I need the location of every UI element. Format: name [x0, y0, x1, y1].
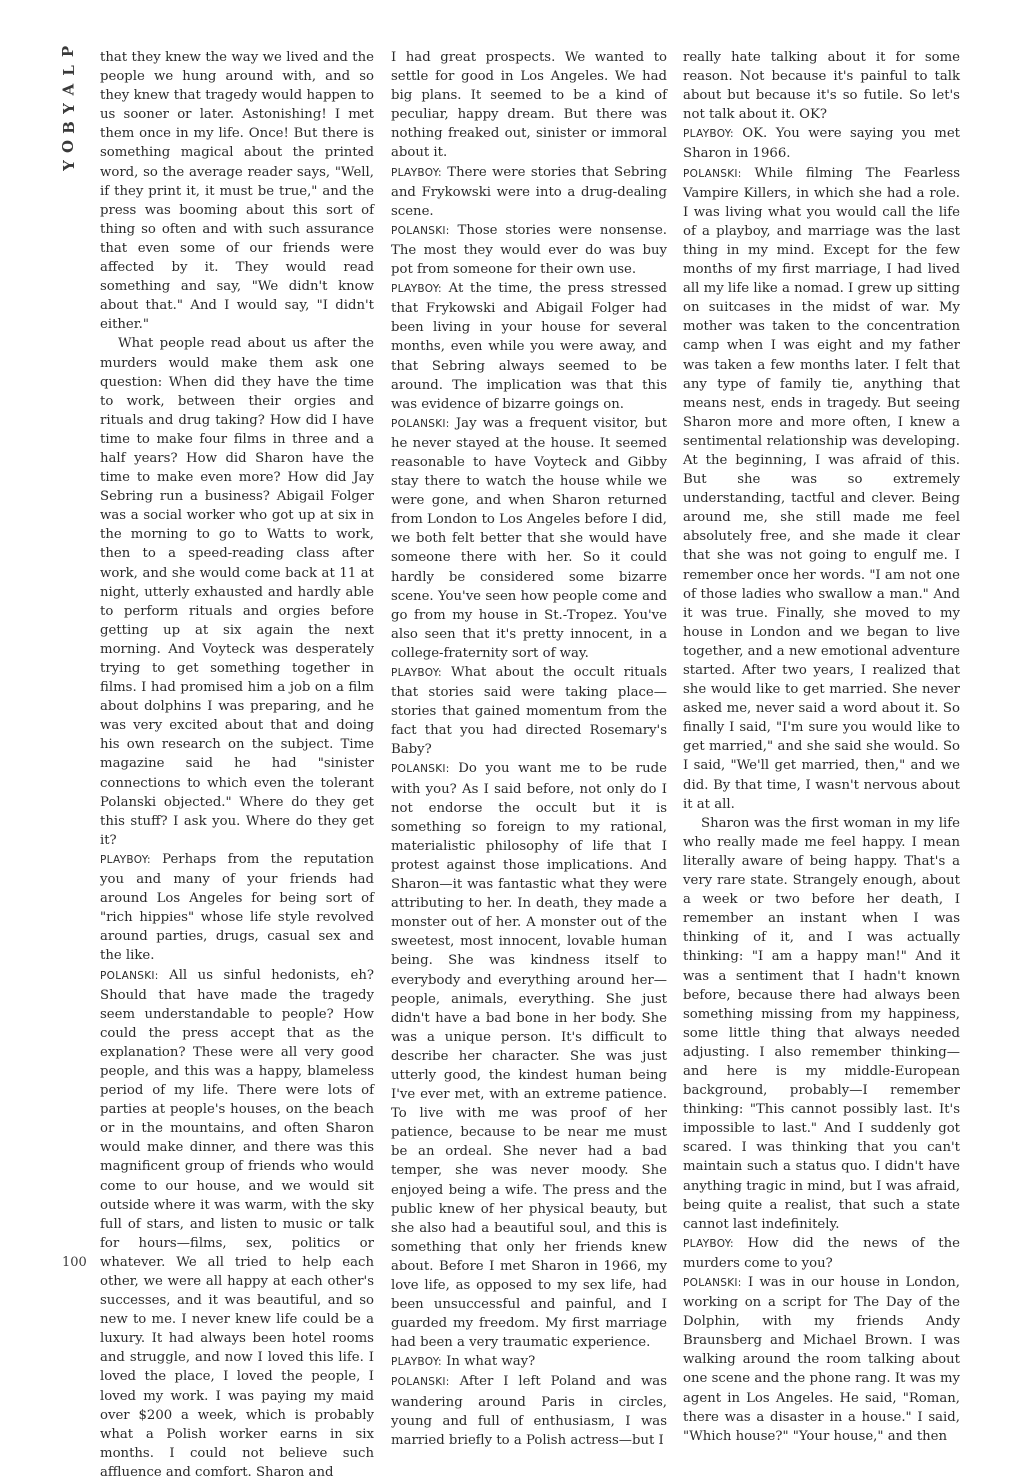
speaker-label: POLANSKI:	[683, 1277, 742, 1289]
paragraph-text: I had great prospects. We wanted to settle for good in Los Angeles. We had big plans. It seemed to be a kind of peculiar, happy dream. But there was nothing freaked out, sinister or immoral about it.	[391, 50, 667, 160]
article-paragraph	[683, 48, 960, 124]
paragraph-text: There were stories that Sebring and Frykowski were into a drug-dealing scene.	[391, 165, 667, 219]
article-paragraph	[683, 1234, 960, 1273]
article-paragraph	[391, 1352, 667, 1372]
magazine-name-letter: B	[60, 121, 79, 134]
text-column-1	[100, 48, 374, 1482]
article-paragraph	[683, 164, 960, 814]
paragraph-text: What about the occult rituals that stories said were taking place—stories that gained momentum from the fact that you had directed Rosemary's Baby?	[391, 665, 667, 757]
speaker-label: POLANSKI:	[391, 763, 450, 775]
paragraph-text: In what way?	[446, 1354, 535, 1369]
text-column-2	[391, 48, 667, 1450]
paragraph-text: that they knew the way we lived and the people we hung around with, and so they knew that tragedy would happen to us sooner or later. Astonishing! I met them once in my life. Once! But there is something magical about the printed word, so the average reader says, "Well, if they print it, it must be true," and the press was booming about this sort of thing so often and with such assurance that even some of our friends were affected by it. They would read something and say, "We didn't know about that." And I would say, "I didn't either."	[100, 50, 374, 332]
paragraph-text: Jay was a frequent visitor, but he never stayed at the house. It seemed reasonable to have Voyteck and Gibby stay there to watch the house while we were gone, and when Sharon returned from London to Los Angeles before I did, we both felt better that she would have someone there with her. So it could hardly be considered some bizarre scene. You've seen how people come and go from my house in St.-Tropez. You've also seen that it's pretty innocent, in a college-fraternity sort of way.	[391, 416, 667, 661]
paragraph-text: What people read about us after the murders would make them ask one question: When did they have the time to work, between their orgies and rituals and drug taking? How did I have time to make four films in three and a half years? How did Sharon have the time to make even more? How did Jay Sebring run a business? Abigail Folger was a social worker who got up at six in the morning to go to Watts to work, then to a speed-reading class after work, and she would come back at 11 at night, utterly exhausted and hardly able to perform rituals and orgies before getting up at six again the next morning. And Voyteck was desperately trying to get something together in films. I had promised him a job on a film about dolphins I was preparing, and he was very excited about that and doing his own research on the subject. Time magazine said he had "sinister connections to which even the tolerant Polanski objected." Where do they get this stuff? I ask you. Where do they get it?	[100, 336, 374, 847]
article-paragraph	[391, 1372, 667, 1449]
article-paragraph	[391, 759, 667, 1352]
magazine-name-letter: L	[59, 65, 78, 76]
article-paragraph	[391, 163, 667, 221]
magazine-name-letter: A	[59, 84, 78, 96]
paragraph-text: Those stories were nonsense. The most they would ever do was buy pot from someone for their own use.	[391, 223, 667, 277]
article-paragraph	[391, 48, 667, 163]
article-paragraph	[683, 124, 960, 163]
article-paragraph	[100, 966, 374, 1482]
paragraph-text: Sharon was the first woman in my life who really made me feel happy. I mean literally aware of being happy. That's a very rare state. Strangely enough, about a week or two before her death, I remember an instant when I was thinking of it, and I was actually thinking: "I am a happy man!" And it was a sentiment that I hadn't known before, because there had always been something missing from my happiness, some little thing that always needed adjusting. I also remember thinking—and here is my middle-European background, probably—I remember thinking: "This cannot possibly last. It's impossible to last." And I suddenly got scared. I was thinking that you can't maintain such a status quo. I didn't have anything tragic in mind, but I was afraid, being quite a realist, that such a state cannot last indefinitely.	[683, 816, 960, 1232]
page-number: 100	[62, 1255, 87, 1270]
speaker-label: PLAYBOY:	[100, 854, 151, 866]
article-paragraph	[391, 663, 667, 759]
speaker-label: POLANSKI:	[391, 418, 450, 430]
magazine-name-letter: P	[60, 46, 79, 57]
article-paragraph	[100, 48, 374, 334]
paragraph-text: really hate talking about it for some reason. Not because it's painful to talk about but because it's so futile. So let's not talk about it. OK?	[683, 50, 960, 122]
paragraph-text: At the time, the press stressed that Frykowski and Abigail Folger had been living in your house for several months, even while you were away, and that Sebring always seemed to be around. The implication was that this was evidence of bizarre goings on.	[391, 281, 667, 412]
article-paragraph	[100, 850, 374, 966]
article-paragraph	[683, 814, 960, 1234]
speaker-label: POLANSKI:	[100, 970, 159, 982]
magazine-name-letter: O	[59, 140, 78, 153]
article-paragraph	[391, 221, 667, 279]
speaker-label: POLANSKI:	[391, 1376, 450, 1388]
paragraph-text: How did the news of the murders come to you?	[683, 1236, 960, 1271]
speaker-label: POLANSKI:	[391, 225, 450, 237]
speaker-label: PLAYBOY:	[683, 128, 734, 140]
paragraph-text: While filming The Fearless Vampire Killers, in which she had a role. I was living what you would call the life of a playboy, and marriage was the last thing in my mind. Except for the few months of my first marriage, I had lived all my life like a nomad. I grew up sitting on suitcases in the midst of war. My mother was taken to the concentration camp when I was eight and my father was taken a few months later. I felt that any type of family tie, anything that means nest, ends in tragedy. But seeing Sharon more and more often, I knew a sentimental relationship was developing. At the beginning, I was afraid of this. But she was so extremely understanding, tactful and clever. Being around me, she still made me feel absolutely free, and she made it clear that she was not going to engulf me. I remember once her words. "I am not one of those ladies who swallow a man." And it was true. Finally, she moved to my house in London and we began to live together, and a new emotional adventure started. After two years, I realized that she would like to get married. She never asked me, never said a word about it. So finally I said, "I'm sure you would like to get married," and she said she would. So I said, "We'll get married, then," and we did. By that time, I wasn't nervous about it at all.	[683, 166, 960, 812]
article-paragraph	[683, 1273, 960, 1446]
speaker-label: PLAYBOY:	[391, 283, 442, 295]
magazine-name-vertical	[58, 42, 80, 175]
speaker-label: PLAYBOY:	[391, 1356, 442, 1368]
article-paragraph	[391, 414, 667, 663]
paragraph-text: All us sinful hedonists, eh? Should that have made the tragedy seem understandable to people? How could the press accept that as the explanation? These were all very good people, and this was a happy, blameless period of my life. There were lots of parties at people's houses, on the beach or in the mountains, and often Sharon would make dinner, and there was this magnificent group of friends who would come to our house, and we would sit outside where it was warm, with the sky full of stars, and listen to music or talk for hours—films, sex, politics or whatever. We all tried to help each other, we were all happy at each other's successes, and it was beautiful, and so new to me. I never knew life could be a luxury. It had always been hotel rooms and struggle, and now I loved this life. I loved the place, I loved the people, I loved my work. I was paying my maid over $200 a week, which is probably what a Polish worker earns in six months. I could not believe such affluence and comfort. Sharon and	[100, 968, 374, 1480]
speaker-label: PLAYBOY:	[391, 167, 442, 179]
paragraph-text: After I left Poland and was wandering around Paris in circles, young and full of enthusiasm, I was married briefly to a Polish actress—but I	[391, 1374, 667, 1447]
paragraph-text: Do you want me to be rude with you? As I said before, not only do I not endorse the occult but it is something so foreign to my rational, materialistic philosophy of life that I protest against those implications. And Sharon—it was fantastic what they were attributing to her. In death, they made a monster out of her. A monster out of the sweetest, most innocent, lovable human being. She was kindness itself to everybody and everything around her—people, animals, everything. She just didn't have a bad bone in her body. She was a unique person. It's difficult to describe her character. She was just utterly good, the kindest human being I've ever met, with an extreme patience. To live with me was proof of her patience, because to be near me must be an ordeal. She never had a bad temper, she was never moody. She enjoyed being a wife. The press and the public knew of her physical beauty, but she also had a beautiful soul, and this is something that only her friends knew about. Before I met Sharon in 1966, my love life, as opposed to my sex life, had been unsuccessful and painful, and I guarded my freedom. My first marriage had been a very traumatic experience.	[391, 761, 667, 1350]
article-paragraph	[391, 279, 667, 414]
paragraph-text: OK. You were saying you met Sharon in 1966.	[683, 126, 960, 161]
magazine-name-letter: Y	[60, 160, 79, 171]
speaker-label: POLANSKI:	[683, 168, 742, 180]
article-paragraph	[100, 334, 374, 850]
paragraph-text: I was in our house in London, working on a script for The Day of the Dolphin, with my friends Andy Braunsberg and Michael Brown. I was walking around the room talking about one scene and the phone rang. It was my agent in Los Angeles. He said, "Roman, there was a disaster in a house." I said, "Which house?" "Your house," and then	[683, 1275, 960, 1444]
speaker-label: PLAYBOY:	[683, 1238, 734, 1250]
paragraph-text: Perhaps from the reputation you and many of your friends had around Los Angeles for being sort of "rich hippies" whose life style revolved around parties, drugs, casual sex and the like.	[100, 852, 374, 963]
magazine-name-letter: Y	[60, 103, 79, 114]
text-column-3	[683, 48, 960, 1446]
speaker-label: PLAYBOY:	[391, 667, 442, 679]
